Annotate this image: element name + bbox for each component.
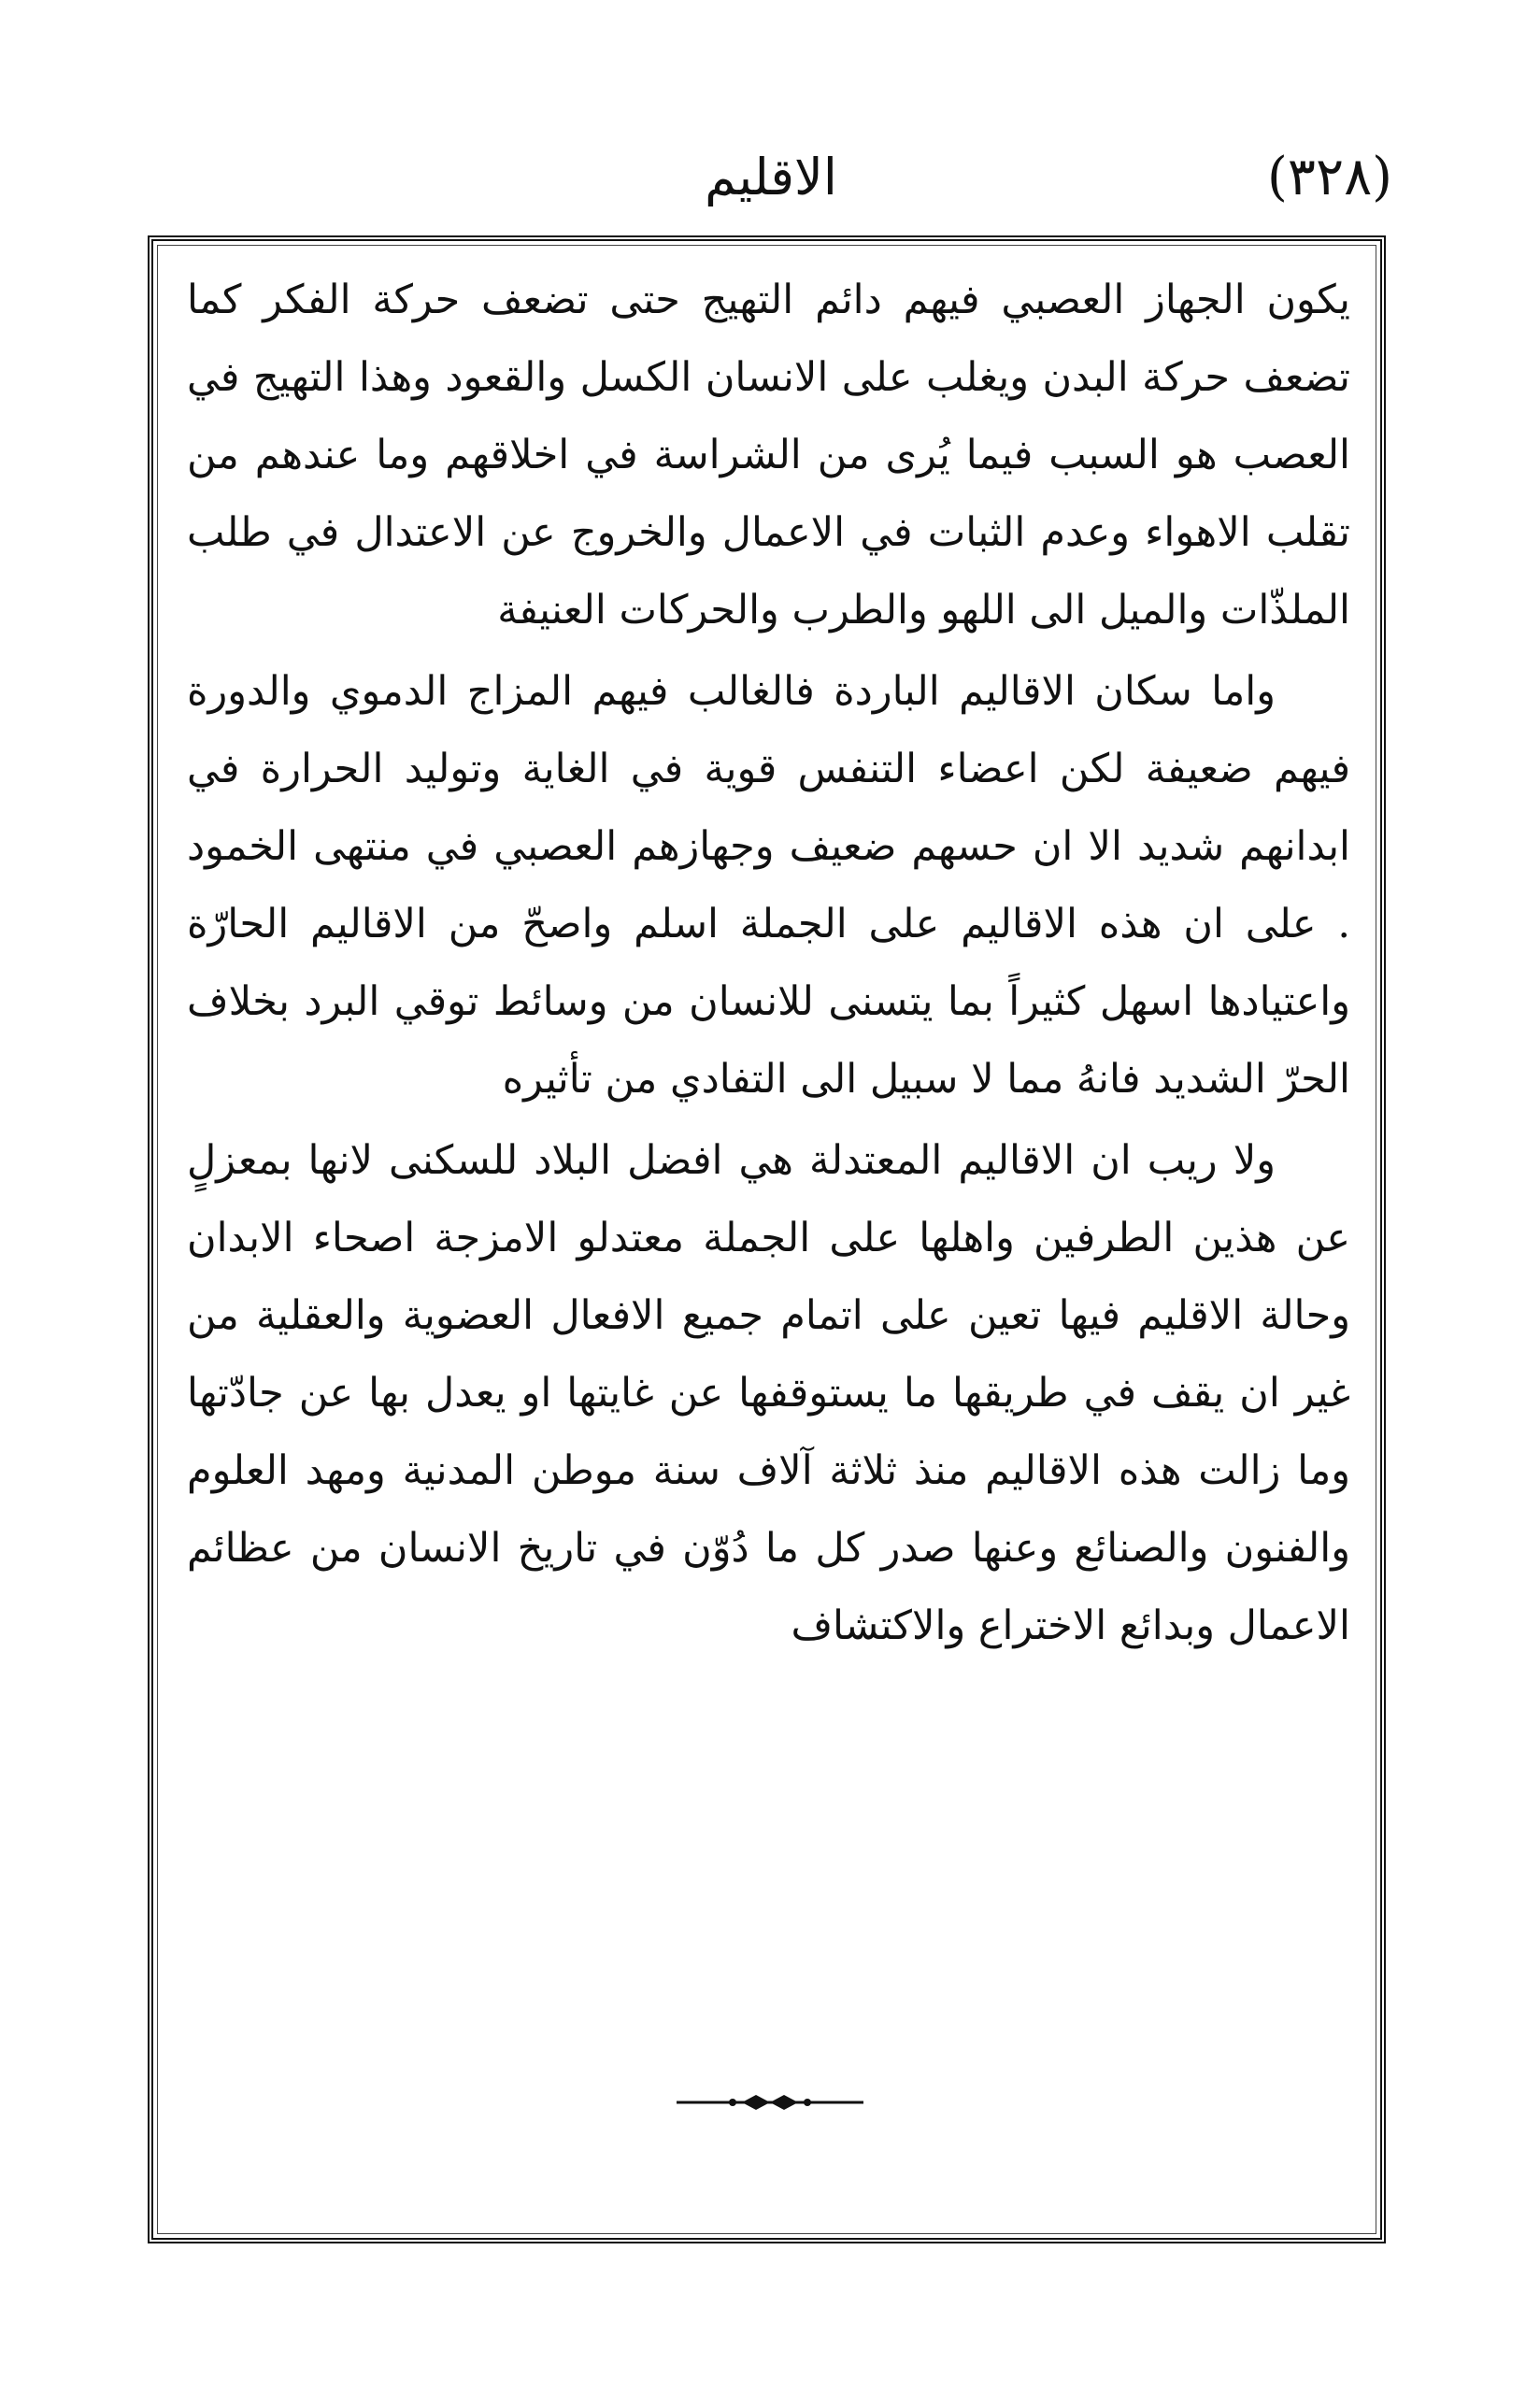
ornament-divider-icon — [677, 2088, 863, 2116]
page-number: (٣٢٨) — [1267, 147, 1392, 207]
paragraph-1: يكون الجهاز العصبي فيهم دائم التهيج حتى تضعف حركة الفكر كما تضعف حركة البدن ويغلب على الانسان الكسل والقعود وهذا التهيج في العصب هو السبب فيما يُرى من الشراسة في اخلاقهم وما عندهم من تقلب الاهواء وعدم الثبات في الاعمال والخروج عن الاعتدال في طلب الملذّات والميل الى اللهو والطرب والحركات العنيفة — [187, 277, 1350, 634]
end-ornament — [0, 2088, 1540, 2126]
running-header — [150, 140, 1392, 243]
paragraph-3: ولا ريب ان الاقاليم المعتدلة هي افضل البلاد للسكنى لانها بمعزلٍ عن هذين الطرفين واهلها على الجملة معتدلو الامزجة اصحاء الابدان وحالة الاقليم فيها تعين على اتمام جميع الافعال العضوية والعقلية من غير ان يقف في طريقها ما يستوقفها عن غايتها او يعدل بها عن جادّتها وما زالت هذه الاقاليم منذ ثلاثة آلاف سنة موطن المدنية ومهد العلوم والفنون والصنائع وعنها صدر كل ما دُوّن في تاريخ الانسان من عظائم الاعمال وبدائع الاختراع والاكتشاف — [187, 1137, 1350, 1649]
text-body — [187, 262, 1350, 1665]
paragraph-2: واما سكان الاقاليم الباردة فالغالب فيهم المزاج الدموي والدورة فيهم ضعيفة لكن اعضاء التنفس قوية في الغاية وتوليد الحرارة في ابدانهم شديد الا ان حسهم ضعيف وجهازهم العصبي في منتهى الخمود . على ان هذه الاقاليم على الجملة اسلم واصحّ من الاقاليم الحارّة واعتيادها اسهل كثيراً بما يتسنى للانسان من وسائط توقي البرد بخلاف الحرّ الشديد فانهُ مما لا سبيل الى التفادي من تأثيره — [187, 668, 1350, 1103]
page-header-title: الاقليم — [705, 148, 837, 207]
